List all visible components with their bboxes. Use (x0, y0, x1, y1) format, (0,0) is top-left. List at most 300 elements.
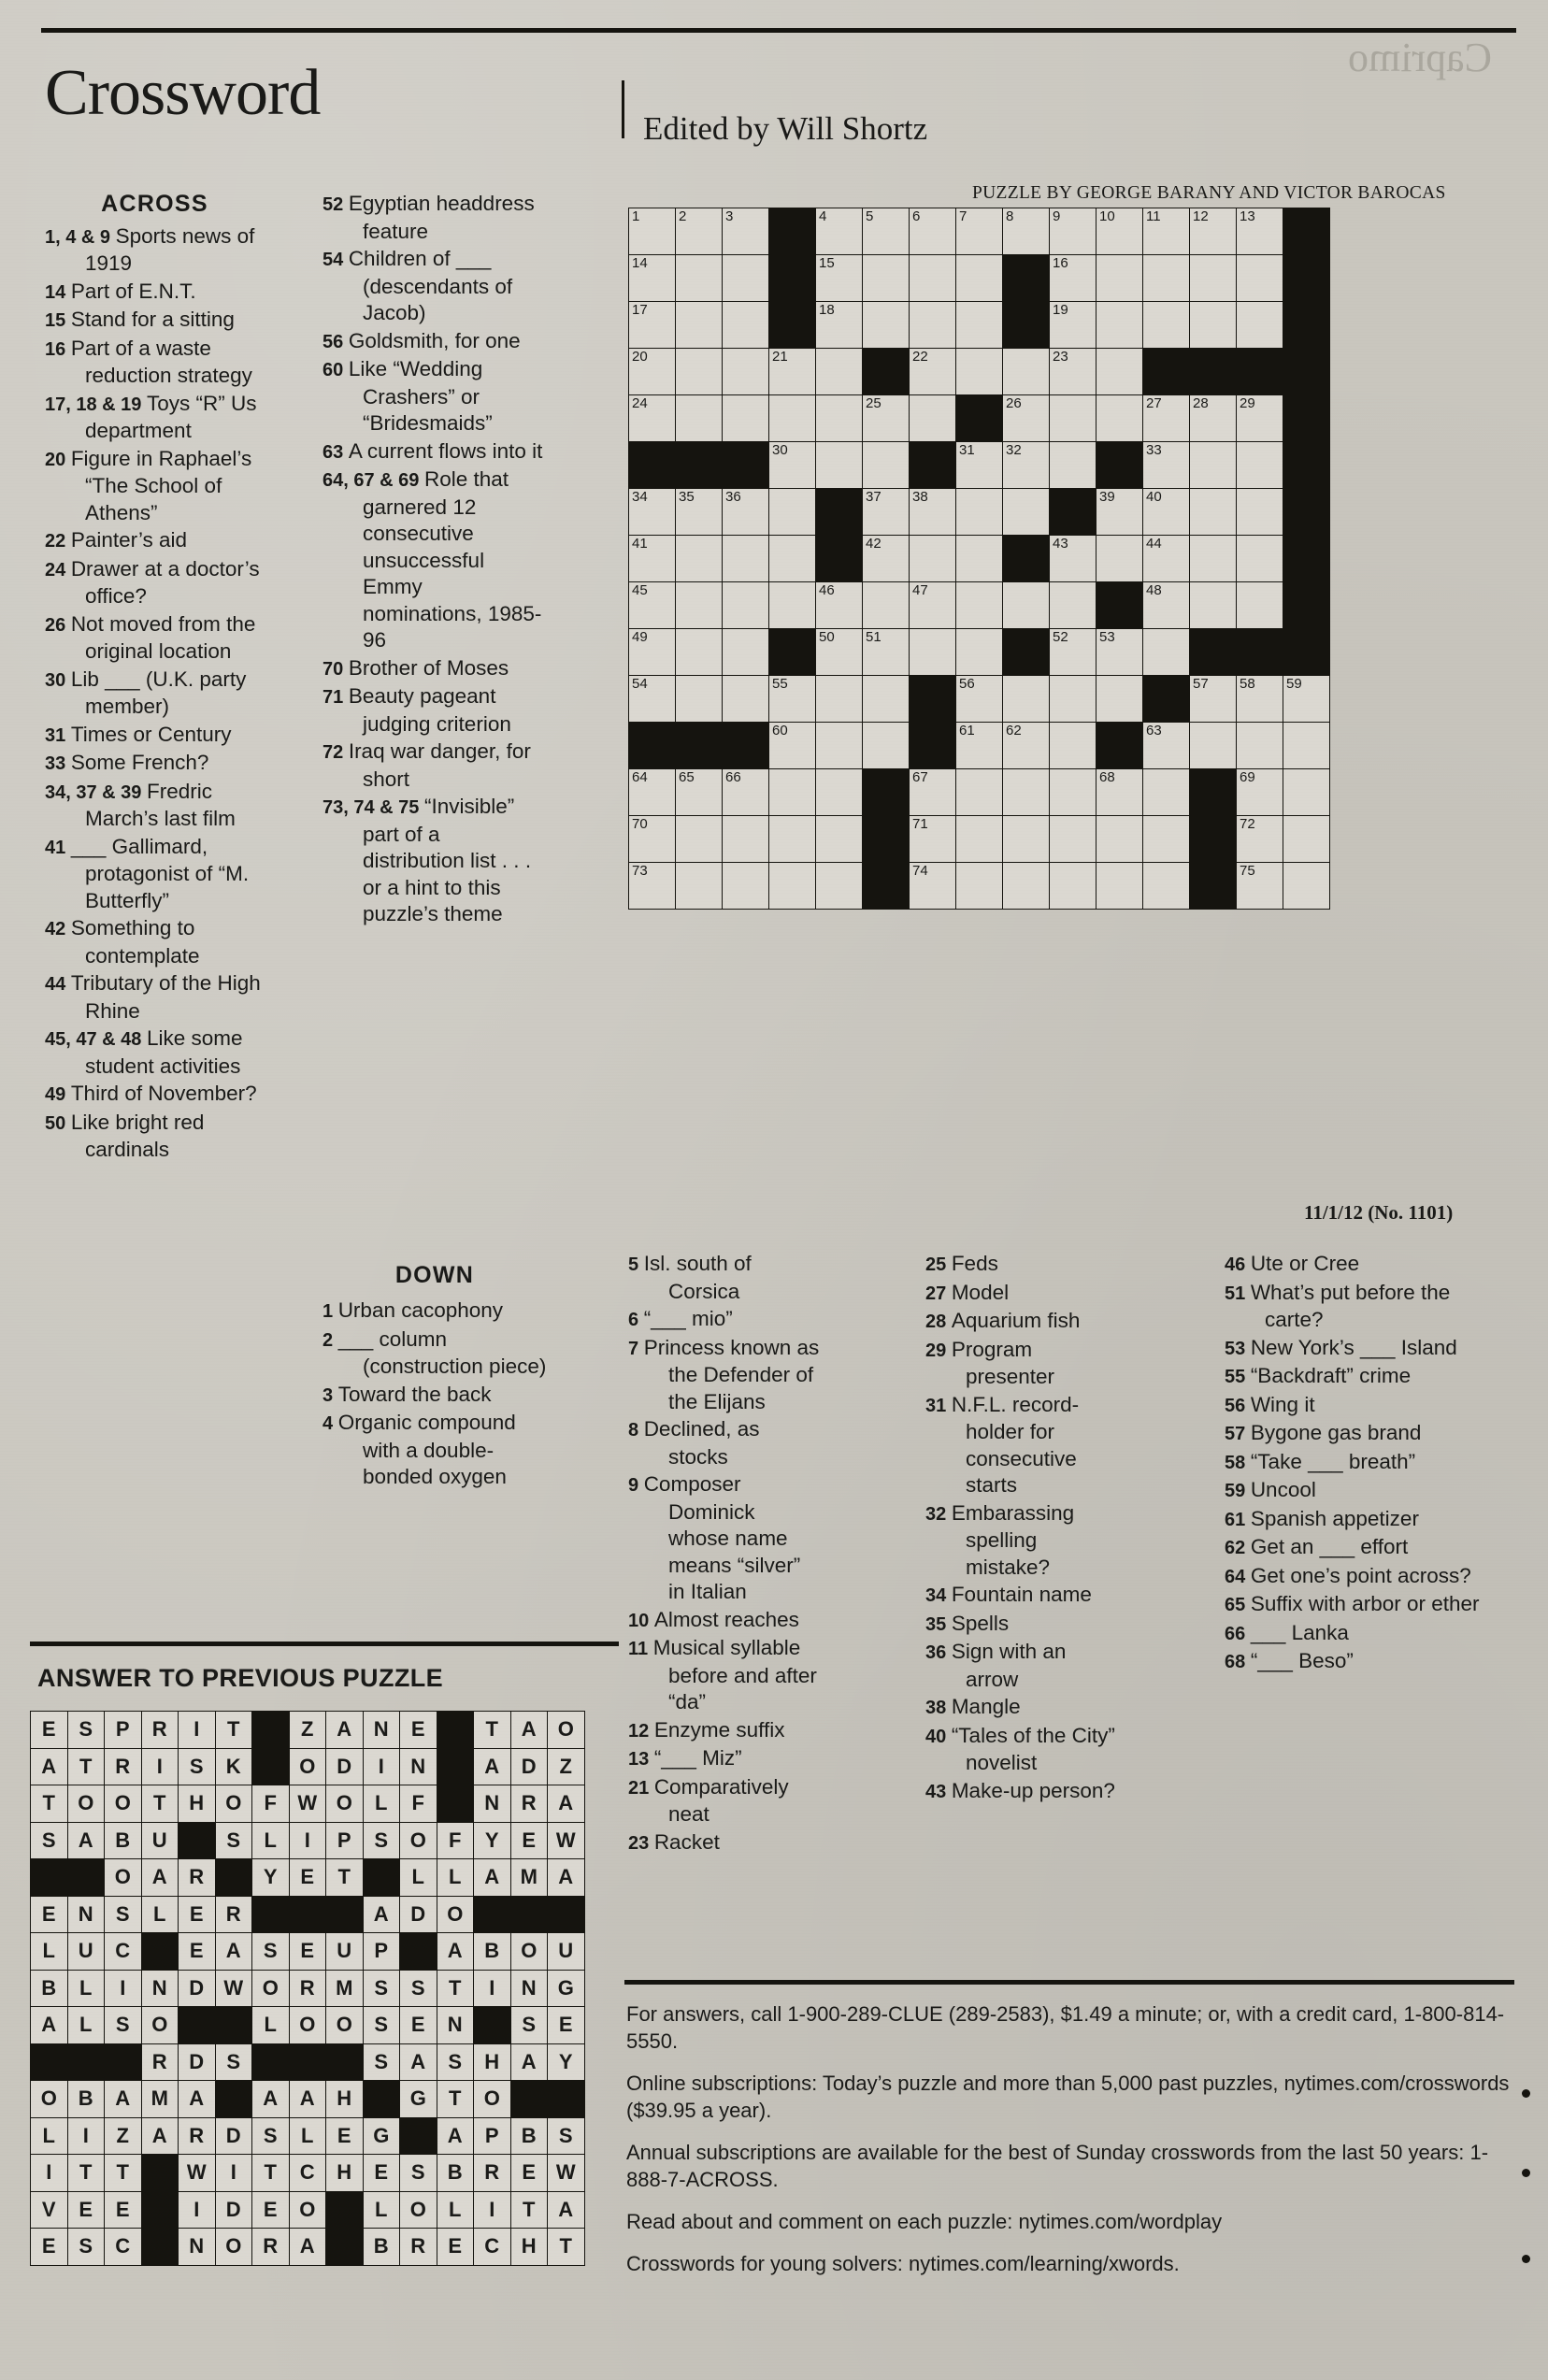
clue-text: Wing it (1250, 1392, 1315, 1416)
grid-cell[interactable] (1003, 208, 1050, 255)
grid-block (676, 723, 723, 769)
grid-cell[interactable] (629, 582, 676, 629)
grid-cell[interactable] (676, 816, 723, 863)
grid-cell[interactable] (769, 769, 816, 816)
grid-cell[interactable] (816, 769, 863, 816)
clue-text: Composer Dominick whose name means “silver” in Italian (643, 1472, 801, 1603)
grid-cell[interactable] (723, 208, 769, 255)
grid-cell[interactable] (1190, 582, 1237, 629)
answer-letter: H (326, 2155, 364, 2192)
answer-letter: N (363, 1712, 400, 1749)
grid-cell[interactable] (629, 255, 676, 302)
grid-cell[interactable] (629, 816, 676, 863)
answer-letter: S (510, 2007, 548, 2044)
grid-cell[interactable] (723, 395, 769, 442)
grid-cell[interactable] (816, 302, 863, 349)
grid-cell[interactable] (723, 816, 769, 863)
grid-cell[interactable] (1050, 536, 1096, 582)
clue-text: Racket (653, 1829, 720, 1854)
grid-cell[interactable] (1283, 676, 1330, 723)
answer-block (141, 2155, 179, 2192)
grid-cell[interactable] (769, 676, 816, 723)
answer-letter: L (67, 2007, 105, 2044)
grid-cell[interactable] (816, 395, 863, 442)
grid-cell[interactable] (1143, 582, 1190, 629)
grid-cell[interactable] (863, 582, 910, 629)
grid-cell[interactable] (1190, 208, 1237, 255)
grid-cell[interactable] (1237, 769, 1283, 816)
clue-text: Declined, as stocks (643, 1417, 760, 1469)
answer-block (363, 1859, 400, 1897)
grid-cell[interactable] (1190, 302, 1237, 349)
answer-letter: I (474, 1970, 511, 2007)
grid-cell[interactable] (676, 349, 723, 395)
grid-cell[interactable] (769, 442, 816, 489)
grid-cell[interactable] (676, 302, 723, 349)
grid-cell[interactable] (1003, 863, 1050, 910)
grid-cell[interactable] (1050, 395, 1096, 442)
grid-cell[interactable] (1143, 536, 1190, 582)
grid-cell[interactable] (816, 442, 863, 489)
grid-cell[interactable] (723, 536, 769, 582)
grid-cell[interactable] (769, 536, 816, 582)
down-clue (925, 1280, 1122, 1308)
grid-block (1190, 349, 1237, 395)
clue-text: Toys “R” Us department (85, 391, 257, 442)
grid-cell[interactable] (910, 769, 956, 816)
grid-cell-number: 23 (1053, 349, 1068, 365)
clue-number: 11 (628, 1639, 653, 1659)
grid-cell[interactable] (769, 816, 816, 863)
grid-cell[interactable] (956, 208, 1003, 255)
grid-row (629, 255, 1330, 302)
grid-cell-number: 26 (1006, 395, 1022, 411)
grid-cell[interactable] (1050, 255, 1096, 302)
grid-cell[interactable] (1003, 442, 1050, 489)
answer-letter: U (548, 1933, 585, 1971)
grid-block (1237, 629, 1283, 676)
grid-cell[interactable] (816, 816, 863, 863)
grid-cell[interactable] (1096, 769, 1143, 816)
answer-letter: U (141, 1822, 179, 1859)
down-clue (322, 1382, 547, 1410)
answer-letter: A (289, 2081, 326, 2118)
grid-cell[interactable] (1190, 255, 1237, 302)
grid-cell[interactable] (1143, 863, 1190, 910)
answer-letter: L (31, 2117, 68, 2155)
down-clue (628, 1774, 820, 1828)
grid-cell[interactable] (1003, 349, 1050, 395)
grid-block (769, 255, 816, 302)
grid-block (1190, 629, 1237, 676)
grid-cell-number: 65 (679, 769, 695, 785)
grid-cell[interactable] (1003, 395, 1050, 442)
grid-cell[interactable] (1283, 769, 1330, 816)
grid-cell[interactable] (816, 863, 863, 910)
grid-cell[interactable] (863, 442, 910, 489)
grid-cell-number: 61 (959, 723, 975, 738)
clue-number: 34 (925, 1585, 952, 1606)
grid-cell[interactable] (1096, 395, 1143, 442)
grid-cell[interactable] (1237, 255, 1283, 302)
grid-cell[interactable] (1003, 676, 1050, 723)
across-clue (45, 915, 265, 969)
grid-cell[interactable] (956, 349, 1003, 395)
grid-cell-number: 32 (1006, 442, 1022, 458)
grid-cell[interactable] (1143, 723, 1190, 769)
grid-cell[interactable] (1096, 863, 1143, 910)
answer-letter: L (31, 1933, 68, 1971)
grid-cell[interactable] (1237, 676, 1283, 723)
answer-block (141, 1933, 179, 1971)
grid-cell[interactable] (910, 816, 956, 863)
answer-letter: R (141, 2043, 179, 2081)
clue-number: 42 (45, 919, 71, 939)
down-clue (1225, 1620, 1505, 1648)
clue-text: Figure in Raphael’s “The School of Athens” (70, 446, 252, 524)
clue-text: Like “Wedding Crashers” or “Bridesmaids” (348, 357, 493, 435)
grid-cell[interactable] (956, 536, 1003, 582)
grid-cell[interactable] (956, 863, 1003, 910)
grid-cell[interactable] (723, 255, 769, 302)
grid-cell[interactable] (1143, 395, 1190, 442)
answer-letter: B (474, 1933, 511, 1971)
grid-cell[interactable] (816, 255, 863, 302)
grid-cell[interactable] (676, 536, 723, 582)
grid-cell[interactable] (816, 582, 863, 629)
answer-letter: A (510, 1712, 548, 1749)
grid-cell[interactable] (629, 676, 676, 723)
grid-cell[interactable] (1190, 676, 1237, 723)
grid-cell[interactable] (1050, 816, 1096, 863)
grid-cell[interactable] (1143, 769, 1190, 816)
grid-cell[interactable] (1283, 816, 1330, 863)
grid-cell[interactable] (1050, 302, 1096, 349)
grid-cell[interactable] (956, 302, 1003, 349)
grid-cell[interactable] (863, 676, 910, 723)
answer-letter: S (215, 2043, 252, 2081)
grid-cell[interactable] (676, 255, 723, 302)
grid-cell[interactable] (1050, 349, 1096, 395)
across-clue (45, 223, 265, 278)
grid-cell[interactable] (1190, 395, 1237, 442)
grid-cell[interactable] (723, 769, 769, 816)
grid-cell[interactable] (629, 489, 676, 536)
answer-letter: D (326, 1748, 364, 1785)
grid-cell[interactable] (1050, 208, 1096, 255)
answer-letter: D (179, 2043, 216, 2081)
clue-number: 4 (322, 1413, 338, 1434)
grid-cell[interactable] (629, 349, 676, 395)
answer-letter: B (31, 1970, 68, 2007)
clue-text: Part of E.N.T. (70, 279, 196, 303)
answer-block (141, 2229, 179, 2266)
grid-cell[interactable] (863, 395, 910, 442)
grid-cell[interactable] (863, 489, 910, 536)
answer-letter: D (510, 1748, 548, 1785)
grid-cell[interactable] (1143, 629, 1190, 676)
clue-text: Make-up person? (951, 1778, 1115, 1802)
grid-cell[interactable] (1050, 723, 1096, 769)
grid-cell[interactable] (1143, 208, 1190, 255)
grid-cell[interactable] (1096, 816, 1143, 863)
grid-cell[interactable] (1143, 489, 1190, 536)
grid-cell[interactable] (629, 395, 676, 442)
answer-letter: T (67, 1748, 105, 1785)
clue-text: Lib ___ (U.K. party member) (70, 667, 247, 718)
across-clue (45, 1081, 265, 1109)
answer-letter: A (141, 2117, 179, 2155)
grid-cell[interactable] (769, 349, 816, 395)
across-clue (322, 738, 547, 793)
grid-cell[interactable] (769, 489, 816, 536)
page-title: Crossword (45, 57, 321, 129)
grid-block (1003, 255, 1050, 302)
grid-cell[interactable] (1143, 442, 1190, 489)
grid-cell[interactable] (910, 395, 956, 442)
clue-number: 36 (925, 1642, 952, 1663)
answer-letter: O (289, 2007, 326, 2044)
grid-cell[interactable] (910, 302, 956, 349)
grid-cell[interactable] (1237, 723, 1283, 769)
grid-cell[interactable] (816, 629, 863, 676)
grid-cell[interactable] (1096, 536, 1143, 582)
grid-cell[interactable] (676, 489, 723, 536)
grid-cell[interactable] (629, 536, 676, 582)
answer-letter: G (400, 2081, 437, 2118)
grid-cell[interactable] (816, 676, 863, 723)
grid-cell[interactable] (910, 489, 956, 536)
grid-cell[interactable] (956, 629, 1003, 676)
grid-cell[interactable] (1050, 629, 1096, 676)
grid-cell[interactable] (676, 582, 723, 629)
grid-cell[interactable] (910, 863, 956, 910)
grid-cell[interactable] (1283, 863, 1330, 910)
answer-letter: D (400, 1896, 437, 1933)
grid-cell[interactable] (1096, 629, 1143, 676)
grid-cell[interactable] (1050, 863, 1096, 910)
grid-cell[interactable] (769, 723, 816, 769)
grid-cell[interactable] (1237, 816, 1283, 863)
grid-cell[interactable] (816, 349, 863, 395)
grid-cell[interactable] (629, 208, 676, 255)
answer-letter: O (215, 2229, 252, 2266)
grid-cell[interactable] (956, 442, 1003, 489)
grid-cell[interactable] (1003, 723, 1050, 769)
grid-cell[interactable] (956, 723, 1003, 769)
grid-cell[interactable] (910, 255, 956, 302)
grid-cell-number: 44 (1146, 536, 1162, 552)
crossword-grid[interactable] (628, 208, 1330, 910)
clue-number: 51 (1225, 1283, 1251, 1304)
grid-cell[interactable] (1050, 676, 1096, 723)
answer-letter: A (548, 2191, 585, 2229)
grid-cell[interactable] (1237, 395, 1283, 442)
grid-cell[interactable] (1050, 769, 1096, 816)
answer-letter: W (215, 1970, 252, 2007)
grid-cell[interactable] (910, 582, 956, 629)
grid-cell[interactable] (676, 395, 723, 442)
clue-number: 53 (1225, 1338, 1251, 1359)
grid-cell[interactable] (956, 816, 1003, 863)
footer-line: Crosswords for young solvers: nytimes.com/learning/xwords. (626, 2252, 1180, 2275)
grid-cell[interactable] (676, 208, 723, 255)
grid-cell[interactable] (956, 769, 1003, 816)
grid-cell-number: 1 (632, 208, 640, 224)
down-clue (925, 1582, 1122, 1610)
clue-text: Suffix with arbor or ether (1250, 1592, 1480, 1615)
answer-block (215, 2081, 252, 2118)
grid-cell[interactable] (1190, 536, 1237, 582)
grid-cell[interactable] (676, 769, 723, 816)
grid-cell[interactable] (956, 582, 1003, 629)
clue-text: Egyptian headdress feature (348, 192, 535, 243)
grid-cell[interactable] (863, 302, 910, 349)
grid-cell[interactable] (1050, 582, 1096, 629)
clue-number: 14 (45, 281, 71, 303)
answer-letter: M (510, 1859, 548, 1897)
across-clue (45, 722, 265, 750)
grid-cell[interactable] (769, 582, 816, 629)
grid-cell-number: 34 (632, 489, 648, 505)
grid-cell[interactable] (863, 536, 910, 582)
grid-cell[interactable] (956, 255, 1003, 302)
answer-letter: O (289, 2191, 326, 2229)
answer-row (31, 2155, 585, 2192)
across-clue (45, 307, 265, 335)
grid-cell[interactable] (863, 629, 910, 676)
clue-number: 58 (1225, 1452, 1251, 1473)
grid-cell[interactable] (676, 676, 723, 723)
grid-cell[interactable] (1143, 255, 1190, 302)
grid-cell-number: 35 (679, 489, 695, 505)
grid-cell[interactable] (956, 489, 1003, 536)
answer-letter: D (179, 1970, 216, 2007)
across-clue (45, 556, 265, 610)
answer-letter: I (215, 2155, 252, 2192)
grid-cell[interactable] (1096, 302, 1143, 349)
grid-cell[interactable] (676, 863, 723, 910)
grid-cell[interactable] (1003, 489, 1050, 536)
grid-cell[interactable] (863, 723, 910, 769)
clue-text: Embarassing spelling mistake? (951, 1500, 1075, 1579)
grid-cell[interactable] (1237, 863, 1283, 910)
answer-letter: A (105, 2081, 142, 2118)
answer-letter: T (326, 1859, 364, 1897)
grid-block (1096, 723, 1143, 769)
grid-cell[interactable] (676, 629, 723, 676)
grid-cell[interactable] (1237, 208, 1283, 255)
answer-letter: N (141, 1970, 179, 2007)
grid-cell[interactable] (910, 536, 956, 582)
grid-block (910, 723, 956, 769)
grid-cell[interactable] (769, 395, 816, 442)
grid-cell[interactable] (723, 676, 769, 723)
grid-cell[interactable] (1237, 582, 1283, 629)
grid-cell[interactable] (816, 723, 863, 769)
grid-cell[interactable] (1003, 582, 1050, 629)
clue-text: Aquarium fish (951, 1309, 1081, 1332)
answer-letter: S (363, 1970, 400, 2007)
grid-cell[interactable] (769, 863, 816, 910)
grid-cell[interactable] (910, 629, 956, 676)
grid-cell[interactable] (1003, 816, 1050, 863)
grid-cell[interactable] (629, 769, 676, 816)
grid-cell[interactable] (723, 629, 769, 676)
grid-cell[interactable] (629, 629, 676, 676)
grid-cell[interactable] (1143, 302, 1190, 349)
grid-cell[interactable] (1237, 489, 1283, 536)
answer-letter: S (548, 2117, 585, 2155)
grid-cell[interactable] (1050, 442, 1096, 489)
footer-line: Online subscriptions: Today’s puzzle and more than 5,000 past puzzles, nytimes.com/crosswords ($39.95 a year). (626, 2072, 1510, 2122)
across-clue (45, 750, 265, 778)
grid-cell[interactable] (910, 349, 956, 395)
grid-cell[interactable] (1096, 489, 1143, 536)
answer-letter: R (400, 2229, 437, 2266)
grid-block (1283, 302, 1330, 349)
grid-cell[interactable] (723, 863, 769, 910)
grid-cell[interactable] (1190, 723, 1237, 769)
answer-block (179, 1822, 216, 1859)
down-clue (1225, 1280, 1505, 1334)
grid-cell-number: 29 (1240, 395, 1255, 411)
clue-number: 49 (45, 1084, 71, 1105)
answer-letter: A (510, 2043, 548, 2081)
answer-letter: E (31, 1896, 68, 1933)
clue-number: 50 (45, 1112, 71, 1134)
grid-cell[interactable] (1190, 442, 1237, 489)
grid-cell[interactable] (1237, 302, 1283, 349)
grid-cell[interactable] (816, 208, 863, 255)
grid-cell[interactable] (1237, 442, 1283, 489)
grid-cell[interactable] (863, 255, 910, 302)
grid-cell[interactable] (1283, 723, 1330, 769)
grid-cell[interactable] (723, 582, 769, 629)
grid-cell[interactable] (629, 302, 676, 349)
answer-letter: A (215, 1933, 252, 1971)
grid-cell[interactable] (1096, 255, 1143, 302)
grid-cell[interactable] (910, 208, 956, 255)
grid-cell[interactable] (1096, 349, 1143, 395)
clue-number: 12 (628, 1720, 654, 1742)
grid-cell[interactable] (723, 349, 769, 395)
grid-cell[interactable] (1190, 489, 1237, 536)
grid-cell[interactable] (1143, 816, 1190, 863)
grid-cell[interactable] (629, 863, 676, 910)
answer-letter: S (252, 2117, 290, 2155)
grid-cell[interactable] (1096, 208, 1143, 255)
clue-number: 30 (45, 669, 71, 691)
grid-cell[interactable] (956, 676, 1003, 723)
grid-cell[interactable] (1237, 536, 1283, 582)
answer-block (437, 1785, 474, 1823)
down-heading: DOWN (394, 1262, 475, 1288)
grid-cell[interactable] (1003, 769, 1050, 816)
grid-cell[interactable] (1096, 676, 1143, 723)
answer-letter: D (215, 2191, 252, 2229)
clue-text: Fountain name (951, 1583, 1092, 1606)
grid-cell[interactable] (723, 489, 769, 536)
across-clue (45, 1025, 265, 1080)
clue-number: 16 (45, 338, 71, 360)
answer-letter: R (252, 2229, 290, 2266)
grid-cell[interactable] (723, 302, 769, 349)
clue-number: 64, 67 & 69 (322, 470, 424, 491)
grid-cell-number: 66 (725, 769, 741, 785)
answer-letter: C (289, 2155, 326, 2192)
grid-cell[interactable] (863, 208, 910, 255)
